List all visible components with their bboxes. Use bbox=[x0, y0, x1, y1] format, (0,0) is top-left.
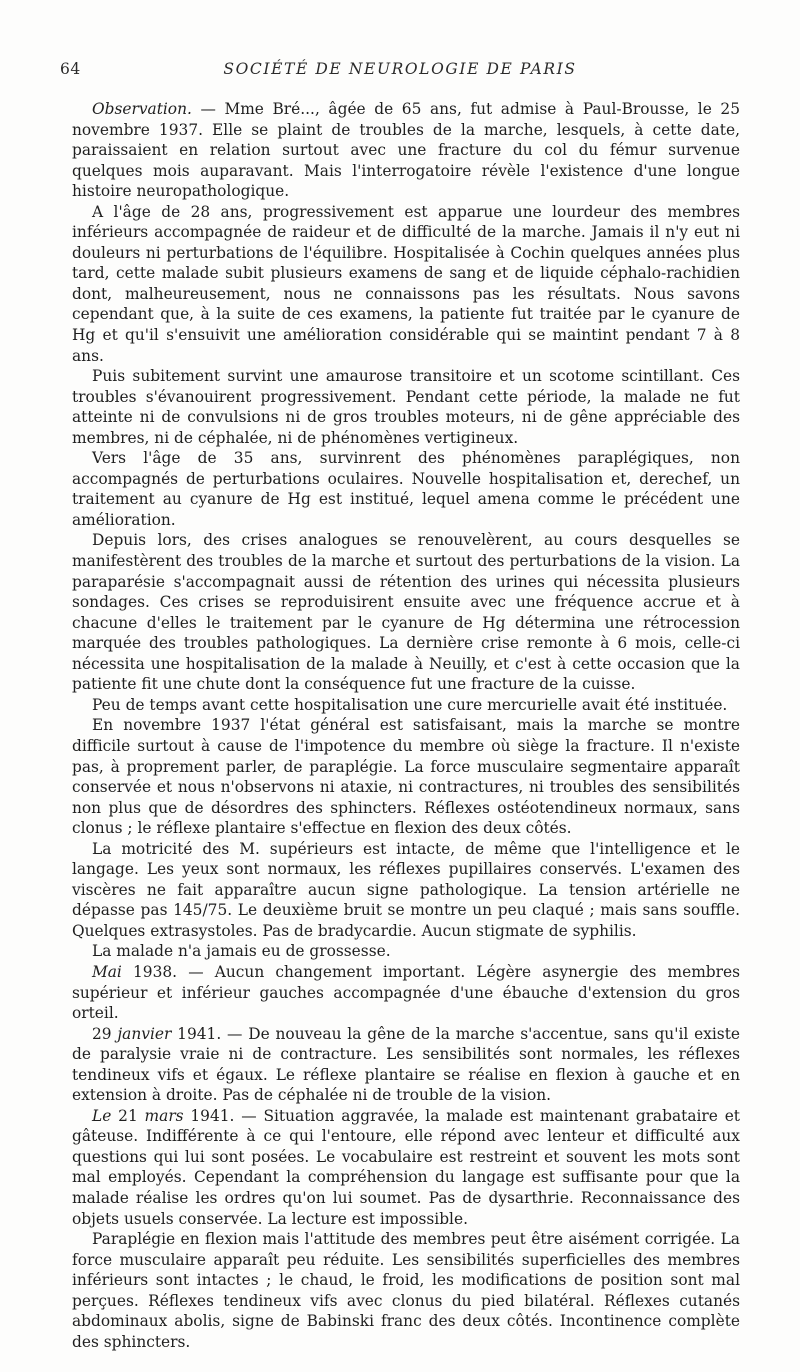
running-title: SOCIÉTÉ DE NEUROLOGIE DE PARIS bbox=[223, 60, 577, 78]
date-le: Le bbox=[92, 1106, 112, 1125]
paragraph-mercurial: Peu de temps avant cette hospitalisation une cure mercurielle avait été instituée. bbox=[92, 695, 728, 714]
paragraph-pregnancy: La malade n'a jamais eu de grossesse. bbox=[92, 942, 391, 961]
paragraph-motricity: La motricité des M. supérieurs est intacte, de même que l'intelligence et le langage. Les yeux sont normaux, les réflexes pupillaires conservés. L'examen des viscères ne fait apparaître aucun signe pathologique. La tension artérielle ne dépasse pas 145/75. Le deuxième bruit se montre un peu claqué ; mais sans souffle. Quelques extrasystoles. Pas de bradycardie. Aucun stigmate de syphilis. bbox=[72, 839, 740, 940]
date-january: janvier bbox=[117, 1024, 172, 1043]
date-day: 29 bbox=[92, 1024, 118, 1043]
paragraph-january-1941 bbox=[72, 1024, 740, 1106]
paragraph-november-1937: En novembre 1937 l'état général est satisfaisant, mais la marche se montre difficile surtout à cause de l'impotence du membre où siège la fracture. Il n'existe pas, à proprement parler, de paraplégie. La force musculaire segmentaire apparaît conservée et nous n'observons ni ataxie, ni contractures, ni troubles des sensibilités non plus que de désordres des sphincters. Réflexes ostéotendineux normaux, sans clonus ; le réflexe plantaire s'effectue en flexion des deux côtés. bbox=[72, 716, 740, 838]
paragraph-may-1938 bbox=[72, 962, 740, 1024]
page-number: 64 bbox=[60, 60, 81, 78]
paragraph-paraplegia: Paraplégie en flexion mais l'attitude des membres peut être aisément corrigée. La force musculaire apparaît peu réduite. Les sensibilités superficielles des membres inférieurs sont intactes ; le chaud, le froid, les modifications de position sont mal perçues. Réflexes tendineux vifs avec clonus du pied bilatéral. Réflexes cutanés abdominaux abolis, signe de Babinski franc des deux côtés. Incontinence complète des sphincters. bbox=[72, 1230, 740, 1351]
observation-heading: Observation. bbox=[92, 100, 192, 118]
paragraph-observation bbox=[72, 99, 740, 202]
observation-text: — Mme Bré..., âgée de 65 ans, fut admise à Paul-Brousse, le 25 novembre 1937. Elle se plaint de troubles de la marche, lesquels, à cette date, paraissaient en relation surtout avec une fracture du col du fémur survenue quelques mois auparavant. Mais l'interrogatoire révèle l'existence d'une longue histoire neuropathologique. bbox=[72, 100, 740, 201]
january-1941-text: 1941. — De nouveau la gêne de la marche s'accentue, sans qu'il existe de paralysie vraie ni de contracture. Les sensibilités sont normales, les réflexes tendineux vifs et égaux. Le réflexe plantaire se réalise en flexion à gauche et en extension à droite. Pas de céphalée ni de trouble de la vision. bbox=[72, 1024, 740, 1105]
march-1941-text: 1941. — Situation aggravée, la malade est maintenant grabataire et gâteuse. Indifférente à ce qui l'entoure, elle répond avec lenteur et difficulté aux questions qui lui sont posées. Le vocabulaire est restreint et souvent les mots sont mal employés. Cependant la compréhension du langage est suffisante pour que la malade réalise les ordres qu'on lui soumet. Pas de dysarthrie. Reconnaissance des objets usuels conservée. La lecture est impossible. bbox=[72, 1106, 740, 1228]
article-body bbox=[72, 99, 740, 1352]
page-header bbox=[56, 60, 744, 82]
paragraph-amaurosis: Puis subitement survint une amaurose transitoire et un scotome scintillant. Ces troubles s'évanouirent progressivement. Pendant cette période, la malade ne fut atteinte ni de convulsions ni de gros troubles moteurs, ni de gêne appréciable des membres, ni de céphalée, ni de phénomènes vertigineux. bbox=[72, 367, 740, 447]
date-march: mars bbox=[144, 1106, 184, 1125]
may-1938-text: 1938. — Aucun changement important. Légère asynergie des membres supérieur et inférieur gauches accompagnée d'une ébauche d'extension du gros orteil. bbox=[72, 962, 740, 1023]
paragraph-history: A l'âge de 28 ans, progressivement est apparue une lourdeur des membres inférieurs accompagnée de raideur et de difficulté de la marche. Jamais il n'y eut ni douleurs ni perturbations de l'équilibre. Hospitalisée à Cochin quelques années plus tard, cette malade subit plusieurs examens de sang et de liquide céphalo-rachidien dont, malheureusement, nous ne connaissons pas les résultats. Nous savons cependant que, à la suite de ces examens, la patiente fut traitée par le cyanure de Hg et qu'il s'ensuivit une amélioration considérable qui se maintint pendant 7 à 8 ans. bbox=[72, 202, 740, 365]
date-day-21: 21 bbox=[111, 1106, 145, 1125]
paragraph-march-1941 bbox=[72, 1106, 740, 1229]
paragraph-paraplegic: Vers l'âge de 35 ans, survinrent des phénomènes paraplégiques, non accompagnés de perturbations oculaires. Nouvelle hospitalisation et, derechef, un traitement au cyanure de Hg est institué, lequel amena comme le précédent une amélioration. bbox=[72, 449, 740, 529]
date-may: Mai bbox=[92, 962, 122, 981]
paragraph-crises: Depuis lors, des crises analogues se renouvelèrent, au cours desquelles se manifestèrent des troubles de la marche et surtout des perturbations de la vision. La paraparésie s'accompagnait aussi de rétention des urines qui nécessita plusieurs sondages. Ces crises se reproduisirent ensuite avec une fréquence accrue et à chacune d'elles le traitement par le cyanure de Hg détermina une rétrocession marquée des troubles pathologiques. La dernière crise remonte à 6 mois, celle-ci nécessita une hospitalisation de la malade à Neuilly, et c'est à cette occasion que la patiente fit une chute dont la conséquence fut une fracture de la cuisse. bbox=[72, 531, 740, 694]
